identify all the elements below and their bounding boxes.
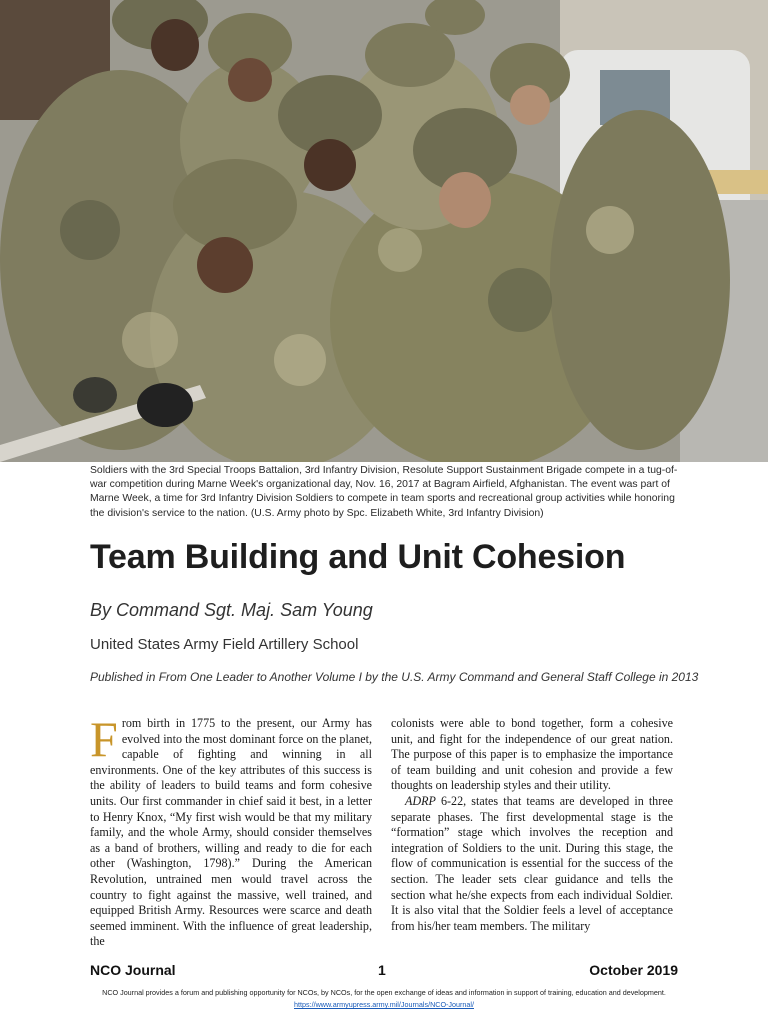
column-1-text: rom birth in 1775 to the present, our Army has evolved into the most dominant force on the planet, capable of fighting and winning in all environments. One of the key attributes of this success is the ability of leaders to build teams and form cohesive units. Our first commander in chief said it best, in a letter to Henry Knox, “My first wish would be that my military family, and the whole Army, should consider themselves as a band of brothers, willing and ready to die for each other (Washington, 1798).” During the American Revolution, untrained men would travel across the country to fight against the massive, well trained, and equipped British Army. Resources were scarce and death seemed imminent. With the influence of great leadership, the (90, 716, 372, 949)
footer-journal-name: NCO Journal (90, 962, 176, 978)
footer-note: NCO Journal provides a forum and publishing opportunity for NCOs, by NCOs, for the open exchange of ideas and information in support of training, education and development. (102, 988, 666, 997)
photo-caption: Soldiers with the 3rd Special Troops Battalion, 3rd Infantry Division, Resolute Support Sustainment Brigade compete in a tug-of-war competition during Marne Week's organizational day, Nov. 16, 2017 at Bagram Airfield, Afghanistan. The event was part of Marne Week, a time for 3rd Infantry Division Soldiers to compete in team sports and recreational group activities while honoring the division's service to the nation. (U.S. Army photo by Spc. Elizabeth White, 3rd Infantry Division) (90, 465, 678, 519)
drop-cap: F (90, 711, 118, 767)
article-paragraph (391, 794, 673, 934)
article-byline: By Command Sgt. Maj. Sam Young (90, 600, 373, 620)
column-2-text: 6-22, states that teams are developed in three separate phases. The first developmental stage is the “formation” stage which involves the reception and integration of Soldiers to the unit. During this stage, the flow of communication is essential for the success of the section. The leader sets clear guidance and tells the section what he/she expects from each individual Soldier. It is also vital that the Soldier feels a level of acceptance from his/her team members. The military (391, 793, 673, 933)
footer-page-number: 1 (378, 962, 386, 978)
doctrine-reference: ADRP (405, 793, 436, 808)
article-paragraph (90, 711, 372, 950)
article-column-1 (90, 711, 372, 950)
article-title: Team Building and Unit Cohesion (90, 538, 626, 576)
footer-date: October 2019 (589, 962, 678, 978)
cover-photo (0, 0, 768, 462)
article-column-2 (391, 716, 673, 934)
publication-note: Published in From One Leader to Another Volume I by the U.S. Army Command and General Staff College in 2013 (90, 670, 699, 684)
article-paragraph: colonists were able to bond together, form a cohesive unit, and fight for the independence of our great nation. The purpose of this paper is to emphasize the importance of team building and unit cohesion and provide a few thoughts on leadership styles and their utility. (391, 716, 673, 793)
footer-link[interactable]: https://www.armyupress.army.mil/Journals/NCO-Journal/ (294, 1000, 474, 1009)
author-affiliation: United States Army Field Artillery School (90, 636, 359, 653)
soldiers-tug-of-war-photo (0, 0, 768, 462)
